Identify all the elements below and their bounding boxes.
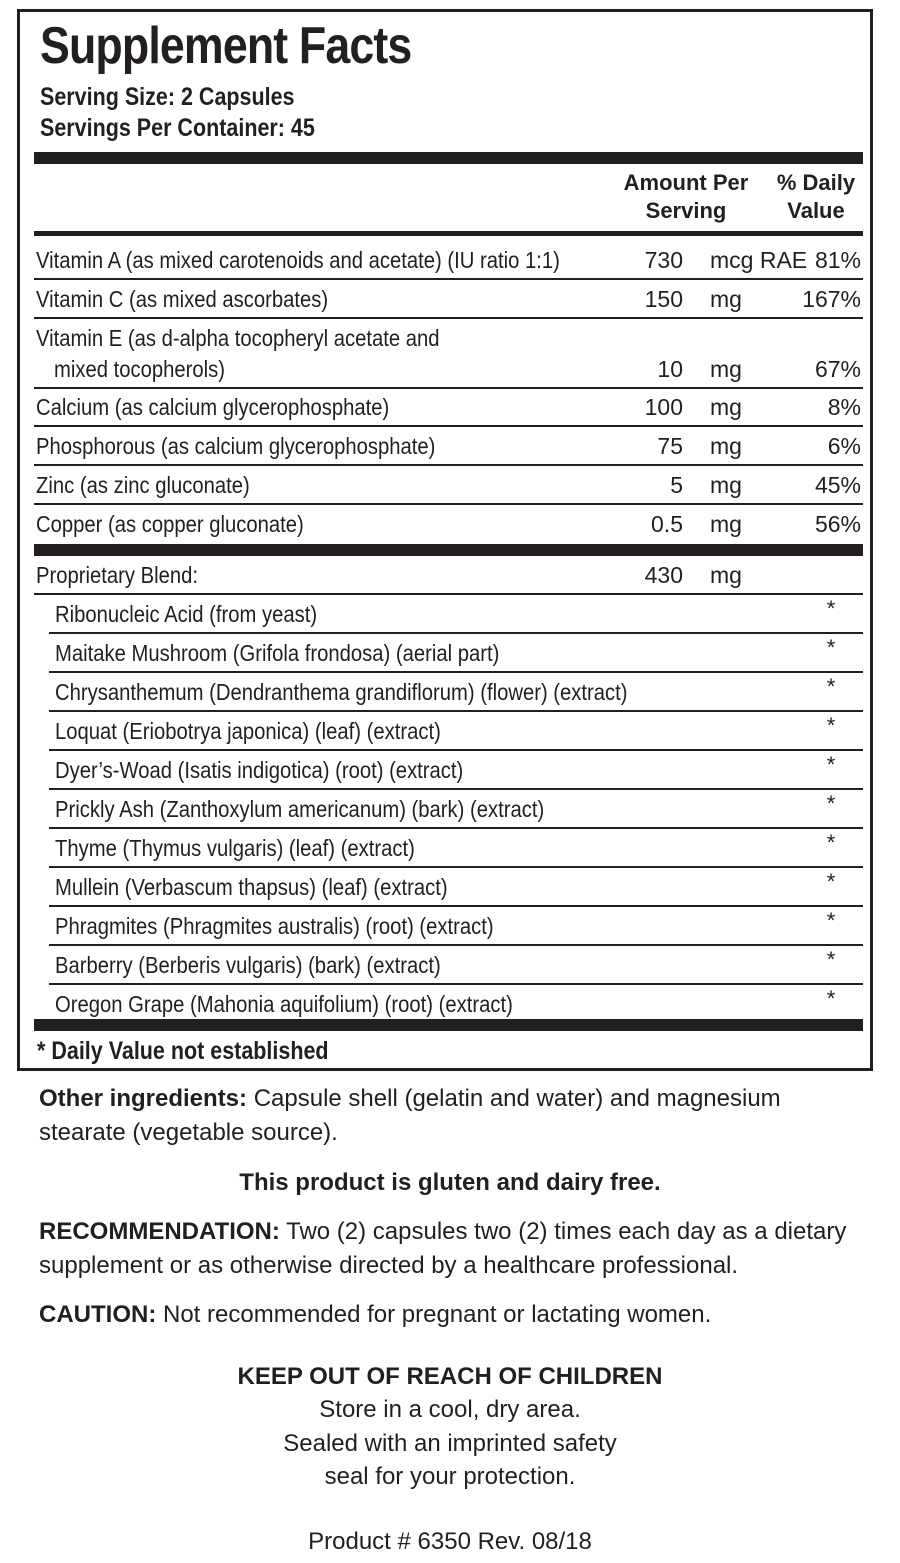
nutrient-name: Copper (as copper gluconate)	[36, 511, 304, 537]
nutrient-daily-value: 56%	[814, 511, 861, 537]
keep-out-warning: KEEP OUT OF REACH OF CHILDREN	[237, 1363, 663, 1390]
blend-item-row	[34, 907, 863, 946]
blend-item-name: Prickly Ash (Zanthoxylum americanum) (bark) (extract)	[55, 796, 545, 822]
caution-label: CAUTION:	[39, 1301, 157, 1328]
blend-item-name: Ribonucleic Acid (from yeast)	[55, 601, 318, 627]
header-line: Value	[787, 198, 845, 223]
nutrient-unit: mg	[710, 472, 742, 498]
blend-item-name: Phragmites (Phragmites australis) (root) (extract)	[55, 913, 494, 939]
nutrient-name: Phosphorous (as calcium glycerophosphate)	[36, 433, 436, 459]
blend-item-daily-value: *	[826, 791, 836, 816]
blend-item-row	[34, 790, 863, 829]
blend-item-daily-value: *	[826, 596, 836, 621]
servings-per-container: Servings Per Container: 45	[40, 114, 315, 142]
thick-divider	[34, 152, 863, 164]
header-line: % Daily	[776, 170, 856, 195]
blend-item-daily-value: *	[826, 674, 836, 699]
blend-item-row	[34, 673, 863, 712]
storage-line: seal for your protection.	[324, 1463, 576, 1490]
header-line: Serving	[645, 198, 727, 223]
blend-item-daily-value: *	[826, 947, 836, 972]
nutrient-amount: 5	[670, 472, 683, 498]
nutrient-daily-value: 67%	[814, 356, 861, 382]
nutrient-row	[34, 319, 863, 389]
nutrient-name: Zinc (as zinc gluconate)	[36, 472, 250, 498]
daily-value-footnote: * Daily Value not established	[37, 1037, 329, 1065]
blend-item-row	[34, 595, 863, 634]
blend-item-row	[34, 712, 863, 751]
nutrient-name: Vitamin E (as d-alpha tocopheryl acetate and	[36, 325, 440, 351]
panel-title: Supplement Facts	[40, 17, 412, 75]
other-ingredients	[39, 1082, 869, 1150]
blend-item-daily-value: *	[826, 830, 836, 855]
blend-item-daily-value: *	[826, 869, 836, 894]
nutrient-row	[34, 427, 863, 466]
storage-line: Store in a cool, dry area.	[319, 1396, 581, 1423]
other-ingredients-text: Capsule shell (gelatin and water) and magnesium stearate (vegetable source).	[39, 1085, 781, 1146]
nutrient-row	[34, 388, 863, 427]
serving-size: Serving Size: 2 Capsules	[40, 83, 295, 111]
recommendation-text: Two (2) capsules two (2) times each day as a dietary supplement or as otherwise directed by a healthcare professional.	[39, 1218, 847, 1279]
nutrient-row	[34, 466, 863, 505]
blend-item-name: Dyer’s-Woad (Isatis indigotica) (root) (extract)	[55, 757, 464, 783]
nutrient-name: Vitamin A (as mixed carotenoids and acetate) (IU ratio 1:1)	[36, 247, 560, 273]
header-divider	[34, 231, 863, 236]
nutrient-unit: mg	[710, 286, 742, 312]
blend-item-name: Oregon Grape (Mahonia aquifolium) (root) (extract)	[55, 991, 513, 1017]
blend-item-name: Loquat (Eriobotrya japonica) (leaf) (extract)	[55, 718, 441, 744]
nutrient-row	[34, 505, 863, 544]
blend-item-daily-value: *	[826, 713, 836, 738]
blend-item-daily-value: *	[826, 635, 836, 660]
daily-value-header	[771, 169, 861, 225]
nutrient-daily-value: 81%	[814, 247, 861, 273]
blend-item-name: Thyme (Thymus vulgaris) (leaf) (extract)	[55, 835, 415, 861]
nutrient-unit: mg	[710, 394, 742, 420]
gluten-dairy-statement: This product is gluten and dairy free.	[239, 1169, 661, 1196]
caution-text: Not recommended for pregnant or lactating women.	[163, 1301, 712, 1328]
blend-name: Proprietary Blend:	[36, 562, 199, 588]
nutrient-name: Vitamin C (as mixed ascorbates)	[36, 286, 329, 312]
storage-line: Sealed with an imprinted safety	[283, 1430, 617, 1457]
blend-item-name: Chrysanthemum (Dendranthema grandiflorum) (flower) (extract)	[55, 679, 628, 705]
thick-divider	[34, 544, 863, 556]
blend-row	[34, 556, 863, 595]
blend-item-daily-value: *	[826, 986, 836, 1011]
nutrient-row	[34, 241, 863, 280]
blend-item-daily-value: *	[826, 752, 836, 777]
header-line: Amount Per	[623, 170, 749, 195]
nutrient-amount: 100	[644, 394, 683, 420]
blend-item-name: Maitake Mushroom (Grifola frondosa) (aerial part)	[55, 640, 500, 666]
blend-item-name: Mullein (Verbascum thapsus) (leaf) (extract)	[55, 874, 448, 900]
nutrient-amount: 75	[657, 433, 683, 459]
product-number: Product # 6350 Rev. 08/18	[308, 1528, 592, 1555]
nutrient-daily-value: 6%	[827, 433, 861, 459]
nutrient-unit: mg	[710, 433, 742, 459]
blend-item-name: Barberry (Berberis vulgaris) (bark) (extract)	[55, 952, 441, 978]
nutrient-daily-value: 167%	[802, 286, 861, 312]
nutrient-unit: mg	[710, 356, 742, 382]
supplement-facts-panel	[17, 9, 873, 1071]
nutrient-amount: 10	[657, 356, 683, 382]
nutrient-daily-value: 45%	[814, 472, 861, 498]
nutrient-row	[34, 280, 863, 319]
nutrient-daily-value: 8%	[827, 394, 861, 420]
nutrient-unit: mcg RAE	[710, 247, 808, 273]
blend-amount: 430	[644, 562, 683, 588]
blend-item-row	[34, 634, 863, 673]
blend-item-row	[34, 946, 863, 985]
recommendation-label: RECOMMENDATION:	[39, 1218, 280, 1245]
nutrient-unit: mg	[710, 511, 742, 537]
nutrient-name: Calcium (as calcium glycerophosphate)	[36, 394, 390, 420]
caution	[39, 1298, 869, 1332]
nutrient-amount: 150	[644, 286, 683, 312]
thick-divider	[34, 1019, 863, 1031]
nutrient-name-continued: mixed tocopherols)	[54, 356, 225, 382]
blend-item-row	[34, 868, 863, 907]
blend-item-daily-value: *	[826, 908, 836, 933]
blend-item-row	[34, 751, 863, 790]
recommendation	[39, 1215, 869, 1283]
nutrient-amount: 730	[644, 247, 683, 273]
amount-per-serving-header	[616, 169, 756, 225]
nutrient-amount: 0.5	[651, 511, 683, 537]
blend-item-row	[34, 829, 863, 868]
other-ingredients-label: Other ingredients:	[39, 1085, 248, 1112]
blend-unit: mg	[710, 562, 742, 588]
